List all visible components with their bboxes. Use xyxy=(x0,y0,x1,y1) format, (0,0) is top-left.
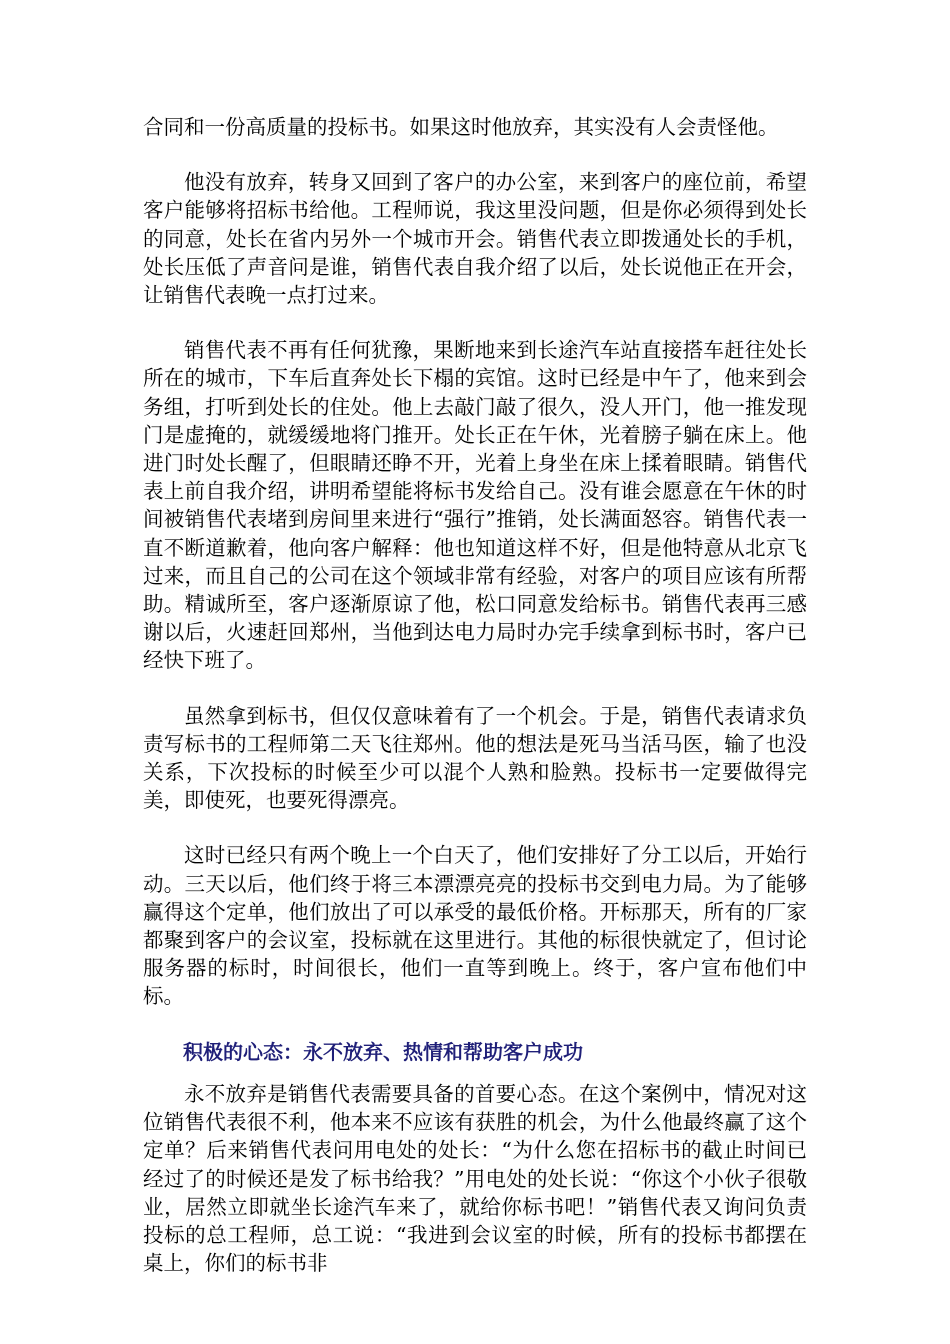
paragraph-2: 他没有放弃，转身又回到了客户的办公室，来到客户的座位前，希望客户能够将招标书给他。工程师说，我这里没问题，但是你必须得到处长的同意，处长在省内另外一个城市开会。销售代表立即拨通处长的手机，处长压低了声音问是谁，销售代表自我介绍了以后，处长说他正在开会，让销售代表晚一点打过来。 xyxy=(143,170,807,308)
paragraph-6: 永不放弃是销售代表需要具备的首要心态。在这个案例中，情况对这位销售代表很不利，他本来不应该有获胜的机会，为什么他最终赢了这个定单？后来销售代表问用电处的处长：“为什么您在招标书的截止时间已经过了的时候还是发了标书给我？”用电处的处长说：“你这个小伙子很敬业，居然立即就坐长途汽车来了，就给你标书吧！”销售代表又询问负责投标的总工程师，总工说：“我进到会议室的时候，所有的投标书都摆在桌上，你们的标书非 xyxy=(143,1081,807,1276)
paragraph-3: 销售代表不再有任何犹豫，果断地来到长途汽车站直接搭车赶往处长所在的城市，下车后直奔处长下榻的宾馆。这时已经是中午了，他来到会务组，打听到处长的住处。他上去敲门敲了很久，没人开门，他一推发现门是虚掩的，就缓缓地将门推开。处长正在午休，光着膀子躺在床上。他进门时处长醒了，但眼睛还睁不开，光着上身坐在床上揉着眼睛。销售代表上前自我介绍，讲明希望能将标书发给自己。没有谁会愿意在午休的时间被销售代表堵到房间里来进行“强行”推销，处长满面怒容。销售代表一直不断道歉着，他向客户解释：他也知道这样不好，但是他特意从北京飞过来，而且自己的公司在这个领域非常有经验，对客户的项目应该有所帮助。精诚所至，客户逐渐原谅了他，松口同意发给标书。销售代表再三感谢以后，火速赶回郑州，当他到达电力局时办完手续拿到标书时，客户已经快下班了。 xyxy=(143,338,807,673)
paragraph-5: 这时已经只有两个晚上一个白天了，他们安排好了分工以后，开始行动。三天以后，他们终于将三本漂漂亮亮的投标书交到电力局。为了能够赢得这个定单，他们放出了可以承受的最低价格。开标那天，所有的厂家都聚到客户的会议室，投标就在这里进行。其他的标很快就定了，但讨论服务器的标时，时间很长，他们一直等到晚上。终于，客户宣布他们中标。 xyxy=(143,843,807,1009)
section-heading: 积极的心态：永不放弃、热情和帮助客户成功 xyxy=(183,1039,583,1064)
document-page xyxy=(143,113,807,1304)
paragraph-1: 合同和一份高质量的投标书。如果这时他放弃，其实没有人会责怪他。 xyxy=(143,115,779,139)
paragraph-4: 虽然拿到标书，但仅仅意味着有了一个机会。于是，销售代表请求负责写标书的工程师第二天飞往郑州。他的想法是死马当活马医，输了也没关系，下次投标的时候至少可以混个人熟和脸熟。投标书一定要做得完美，即使死，也要死得漂亮。 xyxy=(143,703,807,813)
